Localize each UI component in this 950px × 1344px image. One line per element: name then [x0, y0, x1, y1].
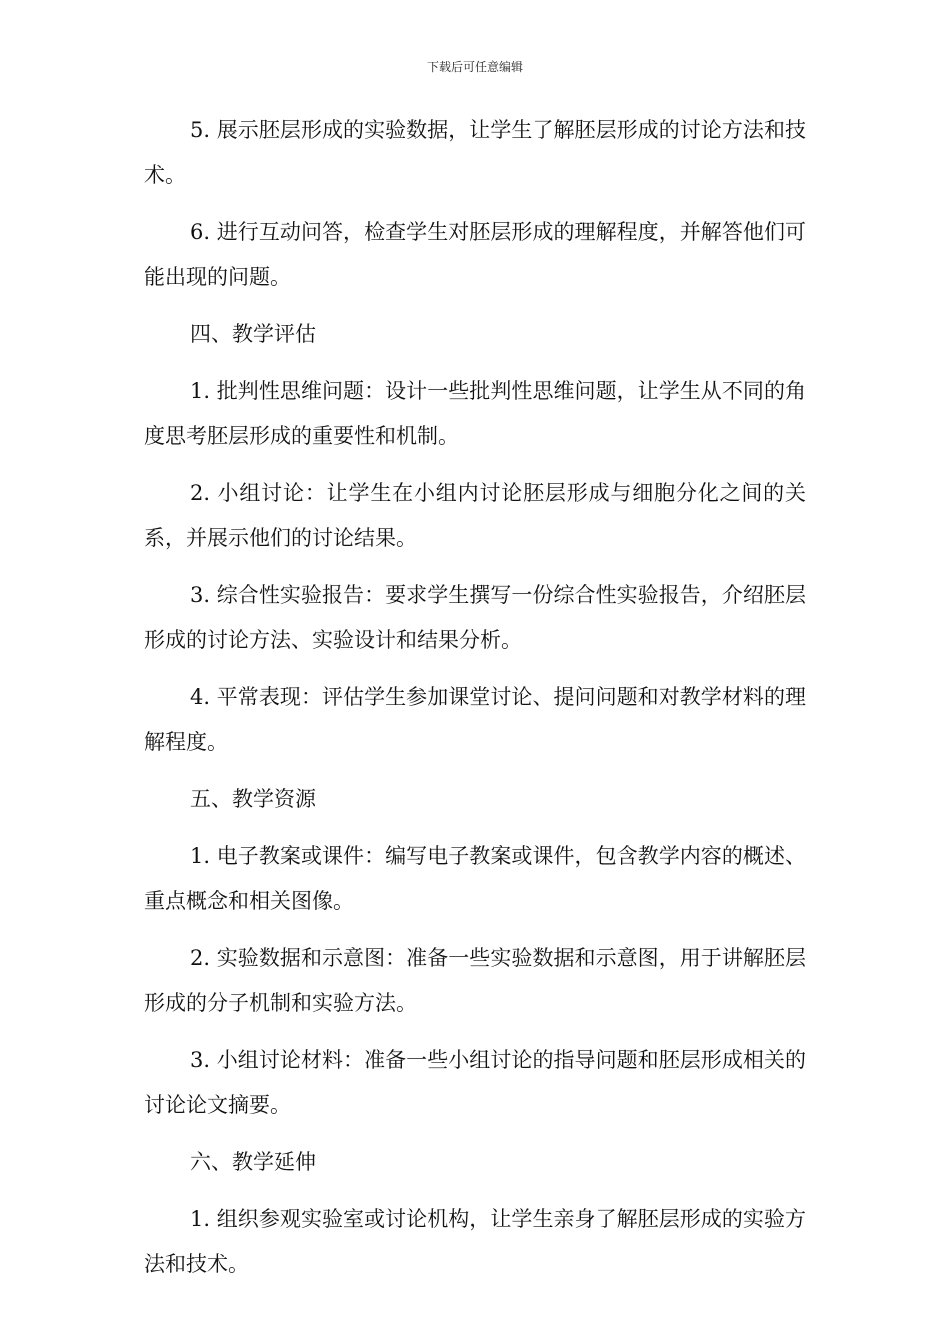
- paragraph-eval-2: 2. 小组讨论：让学生在小组内讨论胚层形成与细胞分化之间的关系，并展示他们的讨论结果。: [144, 481, 806, 550]
- paragraph-6-interactive-qa: 6. 进行互动问答，检查学生对胚层形成的理解程度，并解答他们可能出现的问题。: [144, 220, 806, 289]
- document-body: [144, 108, 806, 1299]
- paragraph-resource-3: 3. 小组讨论材料：准备一些小组讨论的指导问题和胚层形成相关的讨论论文摘要。: [144, 1048, 806, 1117]
- paragraph-eval-1: 1. 批判性思维问题：设计一些批判性思维问题，让学生从不同的角度思考胚层形成的重要性和机制。: [144, 379, 806, 448]
- paragraph-eval-3: 3. 综合性实验报告：要求学生撰写一份综合性实验报告，介绍胚层形成的讨论方法、实验设计和结果分析。: [144, 583, 806, 652]
- section-heading-resources: 五、教学资源: [190, 787, 316, 811]
- paragraph-extension-1: 1. 组织参观实验室或讨论机构，让学生亲身了解胚层形成的实验方法和技术。: [144, 1207, 806, 1276]
- page-header-note: 下载后可任意编辑: [426, 60, 523, 74]
- section-heading-evaluation: 四、教学评估: [190, 322, 316, 346]
- paragraph-resource-1: 1. 电子教案或课件：编写电子教案或课件，包含教学内容的概述、重点概念和相关图像。: [144, 844, 806, 913]
- paragraph-eval-4: 4. 平常表现：评估学生参加课堂讨论、提问问题和对教学材料的理解程度。: [144, 685, 806, 754]
- paragraph-5-experiment-data: 5. 展示胚层形成的实验数据，让学生了解胚层形成的讨论方法和技术。: [144, 118, 806, 187]
- section-heading-extension: 六、教学延伸: [190, 1150, 316, 1174]
- paragraph-resource-2: 2. 实验数据和示意图：准备一些实验数据和示意图，用于讲解胚层形成的分子机制和实验方法。: [144, 946, 806, 1015]
